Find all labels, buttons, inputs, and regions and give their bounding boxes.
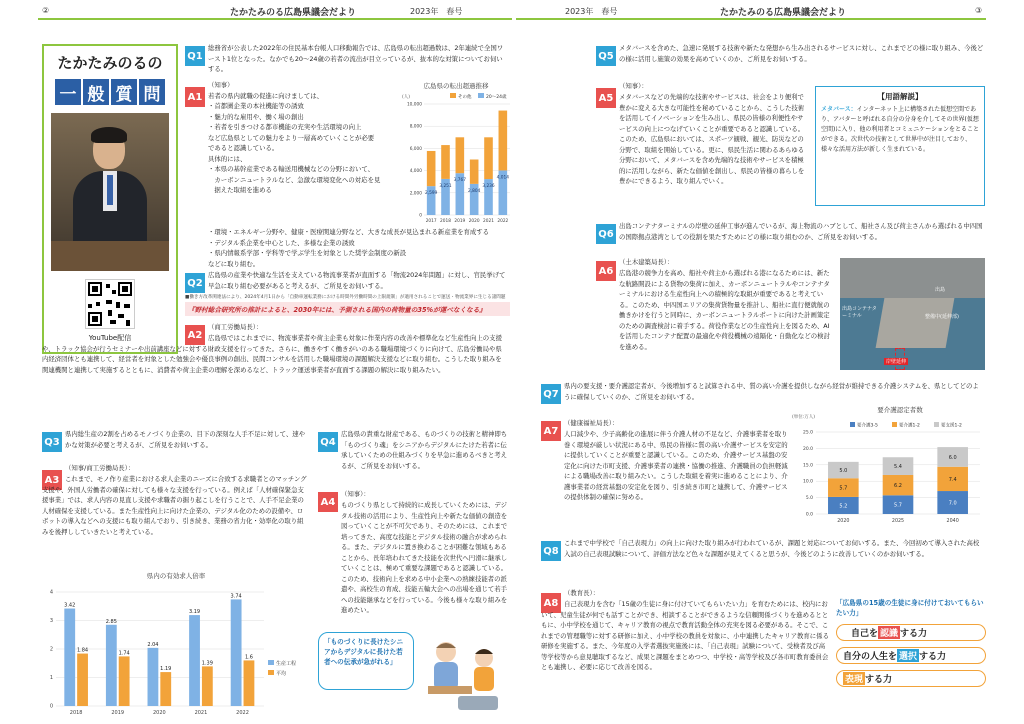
a7-badge: A7 (541, 421, 561, 441)
ability-item (836, 647, 986, 664)
data-label: 2,599 (425, 191, 438, 197)
heading-char: 問 (139, 79, 165, 105)
header-title-right: たかたみのる広島県議会だより (720, 8, 847, 18)
a5-badge: A5 (596, 88, 616, 108)
q7-badge: Q7 (541, 384, 561, 404)
a1-line: ・環境・エネルギー分野や、健康・医療関連分野など、大きな成長が見込まれる新産業を育成する (208, 228, 490, 236)
x-tick: 2019 (111, 710, 125, 716)
legend-swatch (450, 93, 456, 98)
q7-text: 県内の要支援・要介護認定者が、今後増加すると試算される中、質の高い介護を提供しながら経営が維持できる介護システムを、県としてどのように確保していくのか、ご所見をお伺いする。 (564, 382, 979, 401)
bar-average (244, 660, 255, 706)
x-tick: 2021 (194, 710, 208, 716)
a5-text: メタバースなどの先端的な技術やサービスは、社会をより便利で豊かに変える大きな可能性を秘めていることから、こうした技術を活用してイノベーションを生み出し、県民の皆様の利便性やサービスの向上につなげていくことが重要であると認識している。このため、広島県においては、スポーツ観戦、観光、防災などの分野で、取組を開始している。更に、県民生活に関わるあらゆる分野において、メタバースを含め先端的な技術やサービスを積極的に活用しながら、新たな価値を創出し、県民の皆様の暮らしを豊かにできるよう、取り組んでいく。 (619, 93, 805, 185)
q4-text: 広島県の貴重な財産である、ものづくりの技術と精神即ち「ものづくり魂」をシニアからデジタルにたけた若者に伝承していくための仕組みづくりを早急に進めるべきと考えるが、ご所見をお伺いする。 (341, 430, 508, 470)
data-label: 1.39 (201, 660, 213, 667)
data-label: 3,236 (482, 184, 495, 190)
profile-heading (44, 79, 176, 105)
bar-production (148, 648, 159, 706)
y-tick: 2 (49, 646, 53, 653)
y-unit: (人) (402, 95, 411, 100)
a1-speaker: （知事） (208, 81, 234, 89)
y-tick: 10,000 (406, 102, 422, 108)
legend-swatch (478, 93, 484, 98)
q1-text: 総務省が公表した2022年の住民基本台帳人口移動報告では、広島県の転出超過数は、2年連続で全国ワースト1位となった。なかでも20〜24歳の若者の流出が目立っているが、抜本的な対策についてお伺いする。 (208, 44, 504, 73)
bar-other (456, 137, 465, 173)
q8-text: これまで中学校で「自己表現力」の向上に向けた取り組みが行われているが、課題と対応についてお伺いする。また、今回初めて導入された高校入試の自己表現試験について、評価方法など色々な課題が見えてくると思うが、今後どのように改善していくのかお伺いする。 (564, 539, 980, 558)
a1-line: ・首都圏企業の本社機能等の誘致 (208, 102, 304, 110)
data-label: 1.6 (244, 654, 253, 661)
a1-line: カーボンニュートラルなど、急激な環境変化への対応を見 (208, 175, 381, 184)
a5-speaker: （知事）： (619, 82, 648, 90)
a1-line: など広島県としての魅力をより一層高めていくことが必要 (208, 133, 375, 142)
legend-swatch (934, 422, 939, 427)
bar-other (499, 111, 508, 171)
data-label: 3,251 (439, 183, 452, 189)
y-tick: 0.0 (805, 512, 813, 518)
y-tick: 25.0 (802, 430, 813, 436)
bar-other (470, 160, 479, 184)
a1-line: ・若者を引きつける都市機能の充実や生活環境の向上 (208, 123, 362, 131)
glossary-text: インターネット上に構築された仮想空間であり、アバターと呼ばれる自分の分身を介してその世界(仮想空間)に入り、他の利用者とコミュニケーションをとることができる。次世代の技術として世界中が注目しており、様々な活用方法が新しく生まれている。 (821, 106, 979, 153)
a3-text: これまで、モノ作り産業における求人企業のニーズに合致する求職者とのマッチング支援や、外国人労働者の確保に対しても様々な支援を行っている。例えば「人材確保緊急支援事業」では、求人内容の見直し支援や求職者の掘り起こしを行うことで、人手不足企業の人材確保を支援している。また生産性向上に向けた企業の、デジタル化のための設備や、ロボットの導入などへの支援にも取り組んでおり、引き続き、業務の省力化・効率化の取り組みを後押ししていきたいと考えている。 (42, 475, 307, 536)
legend-label: 要介護3-5 (857, 423, 878, 429)
data-label: 3.19 (188, 609, 201, 616)
a3-speaker: （知事/商工労働局長）： (65, 464, 135, 472)
a8-sidebox (836, 598, 986, 714)
x-tick: 2022 (497, 219, 509, 224)
data-label: 2.04 (147, 641, 159, 648)
x-tick: 2020 (468, 219, 480, 224)
x-tick: 2040 (946, 519, 959, 524)
bar-average (77, 654, 88, 706)
ability-prefix: 自分の人生を (843, 652, 898, 662)
header-rule-left (38, 18, 512, 20)
chart-title: 広島県の転出超過推移 (423, 82, 489, 90)
x-tick: 2017 (425, 219, 437, 224)
a2-badge: A2 (185, 325, 205, 345)
y-tick: 10.0 (802, 479, 813, 485)
a8-speaker: （教育長）： (564, 589, 600, 597)
qr-code[interactable] (85, 279, 135, 329)
data-label: 7.4 (948, 476, 957, 483)
a6-speaker: （土木建築局長）： (619, 258, 674, 266)
profile-name: たかたみのるの (57, 54, 163, 72)
bar-other (441, 145, 450, 179)
a8-text: 自己表現力を含む「15歳の生徒に身に付けていてもらいたい力」を育むためには、校内において、児童生徒が何でも話すことができ、相談することができるような信頼関係づくりを進めるとともに、小中学校を通じて、キャリア教育の視点で教育活動全体の充実を図る必要がある。そこで、これまでの管理職等に対する研修に加え、小中学校の教員を対象に、小中連携したキャリア教育に係る研修を実施する。また、今年度の入学者選抜実施後には、「自己表現」試験について、受検者及び高等学校等から意見聴取するなど、成果と課題をまとめつつ、中学校・高等学校及び各市町教育委員会とも連携し、必要に応じて改善を図る。 (541, 600, 829, 671)
page-number-right: ③ (975, 6, 983, 15)
port-aerial-photo (840, 258, 985, 370)
ability-suffix: する力 (900, 629, 928, 639)
a2-speaker: （商工労働局長）： (208, 323, 263, 331)
x-tick: 2020 (152, 710, 166, 716)
a8-badge: A8 (541, 593, 561, 613)
a1-line: ・本県の基幹産業である輸送用機械などの分野において、 (208, 165, 375, 173)
y-tick: 0 (49, 703, 53, 710)
a7-speaker: （健康福祉局長）： (564, 419, 619, 427)
a1-line: などに取り組む。 (208, 259, 260, 268)
map-label-expansion: 整備中(延伸部) (925, 314, 959, 320)
header-date-right: 2023年 春号 (565, 7, 618, 16)
bar-production (231, 599, 242, 706)
a1-line: であると認識している。 (208, 144, 279, 152)
a1-body (208, 80, 403, 196)
q2-callout: 『野村総合研究所の推計によると、2030年には、予測される国内の荷物量の35%が運べなくなる』 (185, 302, 510, 316)
y-tick: 0 (419, 213, 422, 219)
map-label-dejima: 出島 (935, 287, 946, 293)
bar-average (202, 666, 213, 706)
a3-badge: A3 (42, 470, 62, 490)
ability-suffix: する力 (919, 652, 947, 662)
bar-other (484, 137, 493, 179)
a1-line: 具体的には、 (208, 154, 247, 163)
a6-badge: A6 (596, 261, 616, 281)
data-label: 1.19 (160, 666, 172, 673)
a4-bubble: 「ものづくりに長けたシニアからデジタルに長けた若者への伝承が急がれる」 (318, 632, 414, 690)
map-label-terminal: 出島コンテナターミナル (842, 306, 877, 319)
a1-line: 据えた取組を進める (208, 186, 272, 194)
legend-label: 要介護1-2 (899, 423, 920, 429)
x-tick: 2018 (440, 219, 451, 224)
q8-badge: Q8 (541, 541, 561, 561)
qr-code-icon (86, 280, 134, 328)
bar-other (427, 151, 436, 186)
speaker-photo (51, 113, 169, 271)
chart-title: 県内の有効求人倍率 (146, 572, 206, 580)
q5-text: メタバースを含めた、急速に発展する技術や新たな発想から生み出されるサービスに対し、これまでどの様に取り組み、今後どの様に活用し施策の効果を高めていくのか、ご所見をお伺いする。 (619, 44, 984, 63)
sidebox-title: 「広島県の15歳の生徒に身に付けておいてもらいたい力」 (836, 599, 984, 617)
craftsman-illustration (418, 636, 510, 716)
header-rule-right (516, 18, 986, 20)
q6-badge: Q6 (596, 224, 616, 244)
bar-average (160, 672, 171, 706)
data-label: 5.7 (839, 485, 848, 492)
heading-char: 質 (111, 79, 137, 105)
legend-label: 20〜24歳 (486, 95, 507, 100)
q3-text: 県内総生産の2割を占めるモノづくり企業の、目下の深刻な人手不足に対して、速やかな対策が必要と考えるが、ご所見をお伺いする。 (65, 430, 306, 449)
q2-badge: Q2 (185, 273, 205, 293)
data-label: 6.2 (894, 483, 902, 490)
data-label: 4,014 (496, 175, 509, 181)
chart-title: 要介護認定者数 (877, 406, 923, 414)
chart-outmigration (400, 80, 512, 230)
x-tick: 2022 (236, 710, 249, 716)
data-label: 7.0 (948, 500, 957, 507)
q2-text: 広島県の産業や快適な生活を支えている物流事業者が直面する「物流2024年問題」に対し、官民挙げて早急に取り組む必要があると考えるが、ご所見をお伺いする。 (208, 271, 506, 290)
y-tick: 4,000 (409, 169, 422, 175)
ability-suffix: する力 (865, 675, 893, 685)
chart-job-ratio (42, 570, 310, 720)
a1-badge: A1 (185, 87, 205, 107)
q3-badge: Q3 (42, 432, 62, 452)
data-label: 3.42 (64, 602, 76, 609)
a1-line: 若者の県内就職の促進に向けましては、 (208, 91, 324, 100)
a7-text: 人口減少や、少子高齢化の進展に伴う介護人材の不足など、介護事業者を取り巻く環境が厳しい状況にある中、県民の皆様に質の高い介護サービスを安定的に提供していくことが重要と認識している。このため、介護サービス基盤の安定化に向けた市町支援、介護事業者の連携・協働の推進、介護職員の負担軽減による職場改善に取り組みたい。こうした取組を着実に進めることにより、介護事業者の経営基盤の安定化を図り、引き続き市町と連携して、介護サービスの提供体制の確保に努める。 (564, 430, 788, 501)
a1-line: ・デジタル系企業を中心とした、多様な企業の誘致 (208, 238, 355, 247)
data-label: 3,767 (453, 178, 466, 184)
bar-average (119, 656, 130, 706)
a2-text: 広島県ではこれまでに、物流事業者や荷主企業も対象に作業内容の改善や標準化など生産性向上の支援や、トラック協会が行うセミナーや出前講座などに対する財政支援を行ってきた。さらに、働きやすく働きがいのある職場環境づくりに向けて、広島労働局や県内経済団体とも連携して、経営者を対象とした勉強会や優良事例の創出、民間コンサルを活用した職場環境の課題解決支援などに取り組む。こうした取り組みを関連機関と連携して実施するとともに、消費者や荷主企業の理解を深めるなど、トラック運送事業者が直面する課題の解決に取り組みたい。 (42, 334, 502, 374)
data-label: 1.84 (76, 647, 89, 654)
data-label: 5.7 (894, 502, 902, 509)
legend-label: 平均 (276, 671, 287, 677)
a1-line: ・県内情報系学部・学科等で学ぶ学生を対象とした奨学金制度の新設 (208, 249, 407, 257)
page-number-left: ② (42, 6, 50, 15)
ability-keyword: 認識 (878, 626, 900, 639)
q4-badge: Q4 (318, 432, 338, 452)
legend-swatch (268, 670, 274, 675)
legend-label: 要支援1-2 (941, 423, 962, 429)
a4-speaker: （知事）： (341, 490, 370, 498)
legend-swatch (268, 660, 274, 665)
header-date-left: 2023年 春号 (410, 7, 463, 16)
y-tick: 3 (49, 618, 53, 624)
glossary-term: メタバース： (821, 106, 857, 113)
data-label: 1.74 (118, 650, 130, 657)
legend-swatch (892, 422, 897, 427)
bar-production (106, 625, 117, 706)
legend-label: その他 (458, 95, 472, 100)
glossary-box (815, 86, 985, 206)
legend-swatch (850, 422, 855, 427)
x-tick: 2025 (891, 519, 905, 524)
glossary-title: 【用語解説】 (877, 92, 923, 101)
data-label: 5.4 (894, 464, 902, 471)
data-label: 5.0 (839, 468, 848, 475)
q1-badge: Q1 (185, 46, 205, 66)
heading-char: 般 (83, 79, 109, 105)
a4-badge: A4 (318, 492, 338, 512)
a1-body-2 (208, 227, 508, 269)
profile-box (42, 44, 178, 354)
y-unit: (単位:万人) (792, 415, 816, 420)
x-tick: 2019 (454, 219, 466, 224)
header-title-left: たかたみのる広島県議会だより (230, 8, 357, 18)
data-label: 2.85 (105, 618, 117, 625)
heading-char: 一 (55, 79, 81, 105)
data-label: 5.2 (839, 503, 848, 510)
data-label: 3.74 (230, 593, 242, 600)
q5-badge: Q5 (596, 46, 616, 66)
a6-text: 広島港の競争力を高め、船社や荷主から選ばれる港になるためには、新たな航路開設による貨物の集荷に加え、カーボンニュートラルやコンテナターミナルにおける生産性向上への積極的な取組が重要であると考えている。このため、中四国エリアの集荷貨物量を推計し、船社に直行便就航の働きかけを行うと同時に、カーボンニュートラルポートに向けた計画策定のための調査検討に着手する。荷役作業などの生産性向上を図るため、AIを活用したコンテナ配置の最適化や荷役機械の遠隔化・自動化などの検討を進める。 (619, 269, 830, 351)
y-tick: 15.0 (802, 463, 813, 469)
youtube-label: YouTube配信 (88, 334, 132, 342)
legend-label: 生産工程 (276, 661, 297, 667)
chart-care-certified (790, 404, 985, 526)
x-tick: 2021 (483, 219, 494, 224)
ability-prefix: 自己を (851, 629, 879, 639)
a1-line: ・魅力的な雇用や、働く場の創出 (208, 112, 304, 121)
y-tick: 20.0 (802, 446, 813, 452)
x-tick: 2020 (837, 519, 850, 524)
bar-production (64, 609, 75, 706)
ability-item (836, 624, 986, 641)
q2-note: ■働き方改革関連法により、2024年4月1日から「自動車運転業務における時間外労働時間の上限規制」が適用されることで運送・物流業界に生じる諸問題 (185, 295, 506, 300)
data-label: 2,804 (468, 188, 481, 194)
y-tick: 2,000 (409, 191, 422, 197)
y-tick: 1 (49, 675, 53, 681)
y-tick: 8,000 (409, 124, 422, 130)
ability-keyword: 選択 (897, 649, 919, 662)
a4-text: ものづくり県として持続的に成長していくためには、デジタル技術の活用により、生産性向上や新たな価値の創造を図っていくことが不可欠であり、そのためには、これまで培ってきた、高度な技能とデジタル技術の融合が求められる。また、デジタルに置き換わることが困難な領域もあることから、長年培われてきた技能を次世代へ円滑に継承していくことは、極めて重要な課題であると認識している。このため、技術向上を求める中小企業への熟練技能者の派遣や、高校生の育成、技能五輪大会への出場を通じて若手への技能継承などを行っている。今後も様々な取り組みを進めたい。 (341, 501, 508, 614)
y-tick: 6,000 (409, 146, 422, 152)
ability-item (836, 670, 986, 687)
data-label: 6.0 (948, 454, 957, 461)
y-tick: 4 (49, 589, 53, 596)
map-label-berth: 岸壁延伸 (886, 359, 907, 365)
q6-text: 出島コンテナターミナルの岸壁の延伸工事が進んでいるが、海上物流のハブとして、船社さん及び荷主さんから選ばれる中四国の国際拠点港湾としての役割を果たすためにどの様に取り組むのか、ご所見をお伺いする。 (619, 222, 983, 241)
y-tick: 5.0 (805, 496, 813, 502)
x-tick: 2018 (69, 710, 83, 716)
ability-keyword: 表現 (843, 672, 865, 685)
bar-production (189, 615, 200, 706)
